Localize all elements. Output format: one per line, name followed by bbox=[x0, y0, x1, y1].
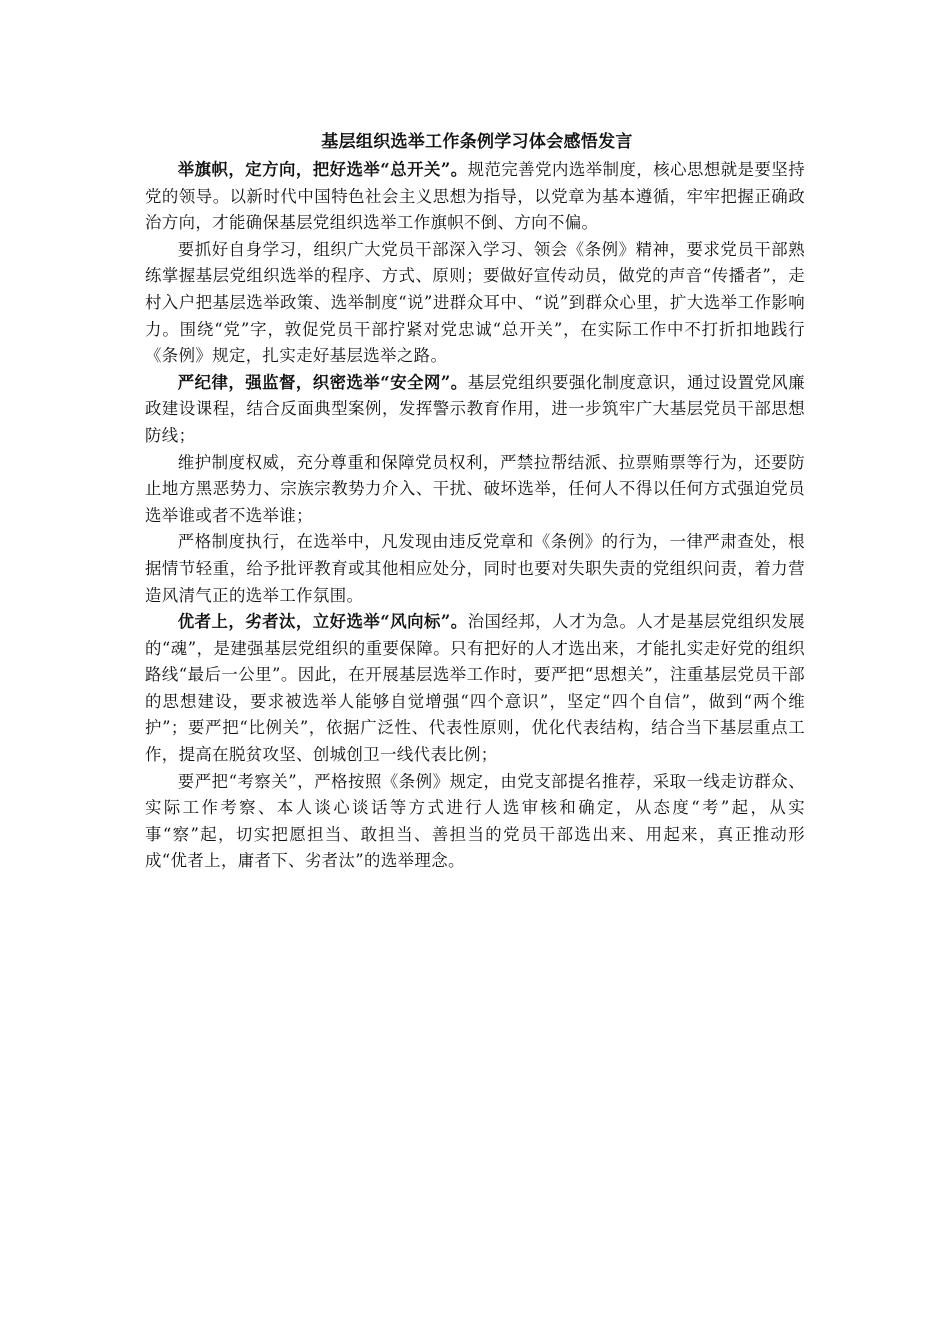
paragraph-1 bbox=[145, 157, 805, 237]
paragraph-6 bbox=[145, 609, 805, 769]
paragraph-7 bbox=[145, 769, 805, 875]
paragraph-text: 要严把“考察关”，严格按照《条例》规定，由党支部提名推荐，采取一线走访群众、实际工作考察、本人谈心谈话等方式进行人选审核和确定，从态度“考”起，从实事“察”起，切实把愿担当、敢担当、善担当的党员干部选出来、用起来，真正推动形成“优者上，庸者下、劣者汰”的选举理念。 bbox=[145, 771, 805, 871]
paragraph-text: 要抓好自身学习，组织广大党员干部深入学习、领会《条例》精神，要求党员干部熟练掌握基层党组织选举的程序、方式、原则；要做好宣传动员，做党的声音“传播者”，走村入户把基层选举政策、选举制度“说”进群众耳中、“说”到群众心里，扩大选举工作影响力。围绕“党”字，敦促党员干部拧紧对党忠诚“总开关”，在实际工作中不打折扣地践行《条例》规定，扎实走好基层选举之路。 bbox=[145, 239, 805, 366]
paragraph-2 bbox=[145, 237, 805, 370]
paragraph-text: 规范完善党内选举制度，核心思想就是要坚持党的领导。以新时代中国特色社会主义思想为指导，以党章为基本遵循，牢牢把握正确政治方向，才能确保基层党组织选举工作旗帜不倒、方向不偏。 bbox=[145, 160, 806, 233]
paragraph-4 bbox=[145, 450, 805, 530]
paragraph-text: 严格制度执行，在选举中，凡发现由违反党章和《条例》的行为，一律严肃查处，根据情节轻重，给予批评教育或其他相应处分，同时也要对失职失责的党组织问责，着力营造风清气正的选举工作氛围。 bbox=[145, 532, 805, 605]
paragraph-heading: 举旗帜，定方向，把好选举“总开关”。 bbox=[177, 160, 468, 179]
paragraph-5 bbox=[145, 529, 805, 609]
paragraph-text: 治国经邦，人才为急。人才是基层党组织发展的“魂”，是建强基层党组织的重要保障。只有把好的人才选出来，才能扎实走好党的组织路线“最后一公里”。因此，在开展基层选举工作时，要严把“思想关”，注重基层党员干部的思想建设，要求被选举人能够自觉增强“四个意识”，坚定“四个自信”，做到“两个维护”；要严把“比例关”，依据广泛性、代表性原则，优化代表结构，结合当下基层重点工作，提高在脱贫攻坚、创城创卫一线代表比例； bbox=[145, 612, 806, 765]
document-title: 基层组织选举工作条例学习体会感悟发言 bbox=[321, 132, 633, 152]
paragraph-text: 维护制度权威，充分尊重和保障党员权利，严禁拉帮结派、拉票贿票等行为，还要防止地方黑恶势力、宗族宗教势力介入、干扰、破坏选举，任何人不得以任何方式强迫党员选举谁或者不选举谁； bbox=[145, 452, 805, 525]
paragraph-heading: 严纪律，强监督，织密选举“安全网”。 bbox=[177, 372, 468, 392]
paragraph-text: 基层党组织要强化制度意识，通过设置党风廉政建设课程，结合反面典型案例，发挥警示教育作用，进一步筑牢广大基层党员干部思想防线； bbox=[145, 372, 806, 445]
paragraph-heading: 优者上，劣者汰，立好选举“风向标”。 bbox=[177, 612, 468, 632]
paragraph-3 bbox=[145, 370, 805, 450]
document-body bbox=[145, 127, 805, 875]
